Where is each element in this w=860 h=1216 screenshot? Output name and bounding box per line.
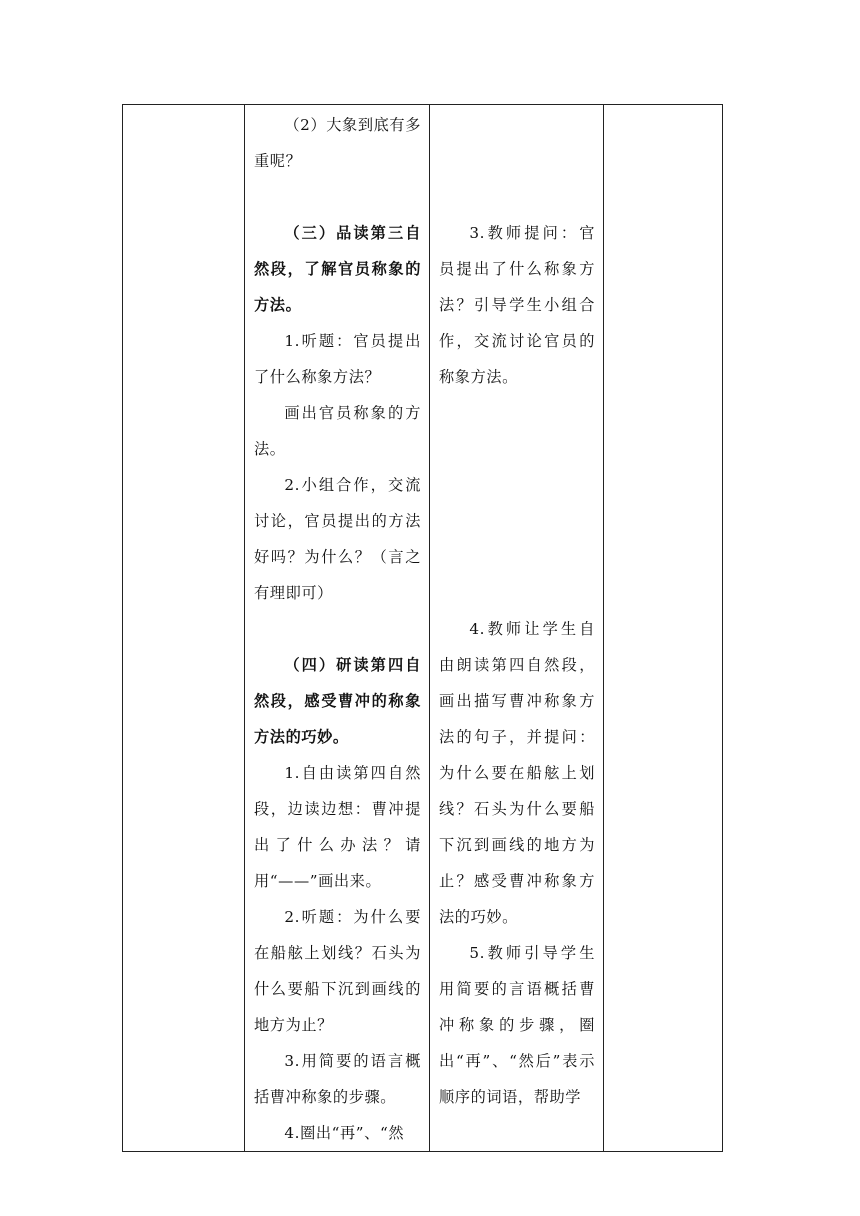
paragraph: （2）大象到底有多重呢？ [254, 116, 421, 170]
paragraph: 1.听题：官员提出了什么称象方法？ [254, 332, 421, 386]
paragraph: 3.教师提问：官员提出了什么称象方法？引导学生小组合作，交流讨论官员的称象方法。 [439, 224, 595, 386]
paragraph: 5.教师引导学生用简要的言语概括曹冲称象的步骤，圈出“再”、“然后”表示顺序的词语，帮助学 [439, 944, 595, 1106]
paragraph: 3.用简要的语言概括曹冲称象的步骤。 [254, 1052, 421, 1106]
section-heading: （四）研读第四自然段，感受曹冲的称象方法的巧妙。 [254, 656, 421, 746]
column-1-cell [123, 105, 245, 1152]
paragraph: 4.圈出“再”、“然 [284, 1124, 405, 1142]
column-4-cell [604, 105, 723, 1152]
paragraph: 4.教师让学生自由朗读第四自然段，画出描写曹冲称象方法的句子，并提问：为什么要在船舷上划线？石头为什么要船下沉到画线的地方为止？感受曹冲称象方法的巧妙。 [439, 620, 595, 926]
table-row [123, 105, 723, 1152]
paragraph: 2.小组合作，交流讨论，官员提出的方法好吗？为什么？（言之有理即可） [254, 476, 421, 602]
paragraph: 1.自由读第四自然段，边读边想：曹冲提出了什么办法？请用“——”画出来。 [254, 764, 421, 890]
student-activity-cell [245, 105, 430, 1152]
teacher-activity-cell [430, 105, 604, 1152]
lesson-plan-table [122, 104, 723, 1152]
paragraph: 2.听题：为什么要在船舷上划线？石头为什么要船下沉到画线的地方为止？ [254, 908, 421, 1034]
section-heading: （三）品读第三自然段，了解官员称象的方法。 [254, 224, 421, 314]
paragraph: 画出官员称象的方法。 [254, 404, 421, 458]
